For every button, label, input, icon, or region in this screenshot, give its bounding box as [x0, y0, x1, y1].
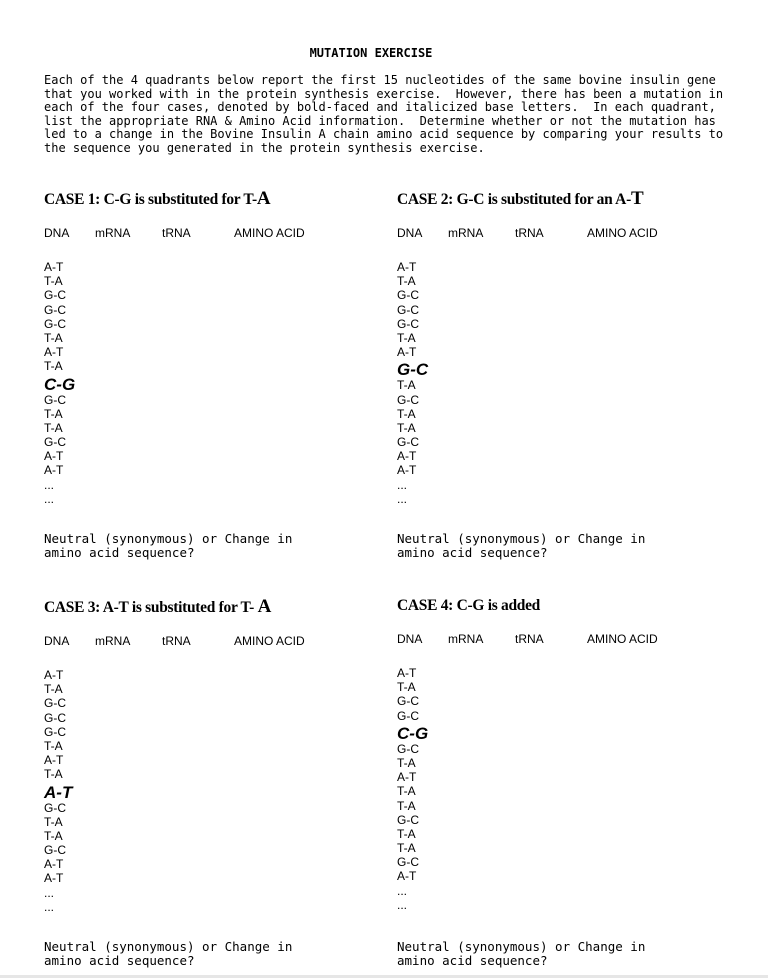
continuation-dots: ... — [44, 491, 55, 506]
mutated-base-pair: G-C — [397, 360, 429, 380]
base-pair: G-C — [397, 392, 419, 407]
base-pair: G-C — [397, 855, 419, 870]
base-pair: A-T — [44, 345, 64, 360]
case-title: CASE 4: C-G is added — [397, 597, 540, 614]
base-pair: G-C — [44, 800, 66, 815]
base-pair: T-A — [397, 798, 416, 813]
base-pair: T-A — [44, 420, 63, 435]
base-pair: T-A — [44, 274, 63, 289]
base-pair: G-C — [44, 435, 66, 450]
base-pair: G-C — [397, 694, 419, 709]
amino-acid-header: AMINO ACID — [587, 226, 658, 240]
mrna-header: mRNA — [448, 226, 484, 240]
base-pair: T-A — [44, 828, 63, 843]
base-pair: T-A — [397, 826, 416, 841]
base-pair: T-A — [44, 359, 63, 374]
base-pair: G-C — [44, 696, 66, 711]
base-pair: T-A — [397, 330, 416, 345]
base-pair: A-T — [397, 449, 417, 464]
base-pair: G-C — [397, 708, 419, 723]
base-pair: T-A — [44, 406, 63, 421]
base-pair: T-A — [397, 755, 416, 770]
base-pair: A-T — [44, 260, 64, 274]
amino-acid-header: AMINO ACID — [587, 632, 658, 646]
base-pair: G-C — [44, 302, 66, 317]
base-pair: A-T — [44, 857, 64, 872]
dna-sequence — [44, 668, 364, 914]
continuation-dots: ... — [397, 883, 408, 898]
base-pair: G-C — [397, 288, 419, 303]
base-pair: G-C — [397, 741, 419, 756]
base-pair: G-C — [397, 316, 419, 331]
continuation-dots: ... — [44, 899, 55, 914]
base-pair: T-A — [397, 420, 416, 435]
case-1-quadrant — [44, 188, 364, 559]
mrna-header: mRNA — [95, 634, 131, 648]
mutation-question: Neutral (synonymous) or Change in amino acid sequence? — [44, 531, 293, 560]
continuation-dots: ... — [397, 477, 408, 492]
case-title: CASE 2: G-C is substituted for an A-T — [397, 188, 644, 209]
base-pair: A-T — [44, 668, 64, 682]
base-pair: G-C — [44, 288, 66, 303]
base-pair: G-C — [397, 302, 419, 317]
amino-acid-header: AMINO ACID — [234, 634, 305, 648]
column-headers — [397, 632, 717, 648]
base-pair: A-T — [397, 345, 417, 360]
base-pair: T-A — [397, 274, 416, 289]
base-pair: T-A — [397, 841, 416, 856]
column-headers — [44, 226, 364, 242]
dna-sequence — [397, 260, 717, 506]
base-pair: T-A — [397, 680, 416, 695]
column-headers — [44, 634, 364, 650]
case-title: CASE 3: A-T is substituted for T- A — [44, 596, 272, 617]
base-pair: G-C — [397, 435, 419, 450]
mutated-base-pair: C-G — [397, 723, 429, 743]
base-pair: T-A — [44, 814, 63, 829]
amino-acid-header: AMINO ACID — [234, 226, 305, 240]
dna-sequence — [397, 666, 717, 912]
case-2-quadrant — [397, 188, 717, 559]
base-pair: T-A — [44, 738, 63, 753]
base-pair: T-A — [397, 784, 416, 799]
continuation-dots: ... — [44, 885, 55, 900]
mutated-base-pair: C-G — [44, 374, 76, 394]
base-pair: G-C — [44, 843, 66, 858]
page-title: MUTATION EXERCISE — [309, 46, 433, 60]
mutated-base-pair: A-T — [44, 782, 73, 802]
mutation-question: Neutral (synonymous) or Change in amino acid sequence? — [44, 939, 293, 968]
dna-header: DNA — [397, 632, 423, 646]
mrna-header: mRNA — [448, 632, 484, 646]
base-pair: G-C — [44, 392, 66, 407]
continuation-dots: ... — [397, 897, 408, 912]
trna-header: tRNA — [515, 226, 544, 240]
case-3-quadrant — [44, 596, 364, 967]
dna-header: DNA — [44, 226, 70, 240]
mrna-header: mRNA — [95, 226, 131, 240]
dna-sequence — [44, 260, 364, 506]
instructions-paragraph: Each of the 4 quadrants below report the first 15 nucleotides of the same bovine insulin gene that you worked with in the protein synthesis exercise. However, there has been a mutation in each of the four cases, denoted by bold-faced and italicized base letters. In each quadrant, list the appropriate RNA & Amino Acid information. Determine whether or not the mutation has led to a change in the Bovine Insulin A chain amino acid sequence by comparing your results to the sequence you generated in the protein synthesis exercise. — [44, 73, 731, 155]
base-pair: G-C — [397, 812, 419, 827]
base-pair: A-T — [397, 666, 417, 680]
base-pair: T-A — [397, 406, 416, 421]
base-pair: A-T — [44, 871, 64, 886]
case-4-quadrant — [397, 594, 717, 967]
trna-header: tRNA — [162, 226, 191, 240]
base-pair: T-A — [44, 682, 63, 697]
base-pair: G-C — [44, 316, 66, 331]
base-pair: A-T — [397, 260, 417, 274]
case-title: CASE 1: C-G is substituted for T-A — [44, 188, 271, 209]
dna-header: DNA — [397, 226, 423, 240]
base-pair: A-T — [44, 463, 64, 478]
base-pair: T-A — [44, 767, 63, 782]
dna-header: DNA — [44, 634, 70, 648]
base-pair: A-T — [44, 753, 64, 768]
continuation-dots: ... — [397, 491, 408, 506]
base-pair: T-A — [44, 330, 63, 345]
base-pair: A-T — [44, 449, 64, 464]
column-headers — [397, 226, 717, 242]
base-pair: A-T — [397, 770, 417, 785]
trna-header: tRNA — [162, 634, 191, 648]
trna-header: tRNA — [515, 632, 544, 646]
mutation-question: Neutral (synonymous) or Change in amino acid sequence? — [397, 531, 646, 560]
base-pair: T-A — [397, 378, 416, 393]
mutation-question: Neutral (synonymous) or Change in amino acid sequence? — [397, 939, 646, 968]
base-pair: G-C — [44, 710, 66, 725]
base-pair: G-C — [44, 724, 66, 739]
base-pair: A-T — [397, 869, 417, 884]
base-pair: A-T — [397, 463, 417, 478]
continuation-dots: ... — [44, 477, 55, 492]
